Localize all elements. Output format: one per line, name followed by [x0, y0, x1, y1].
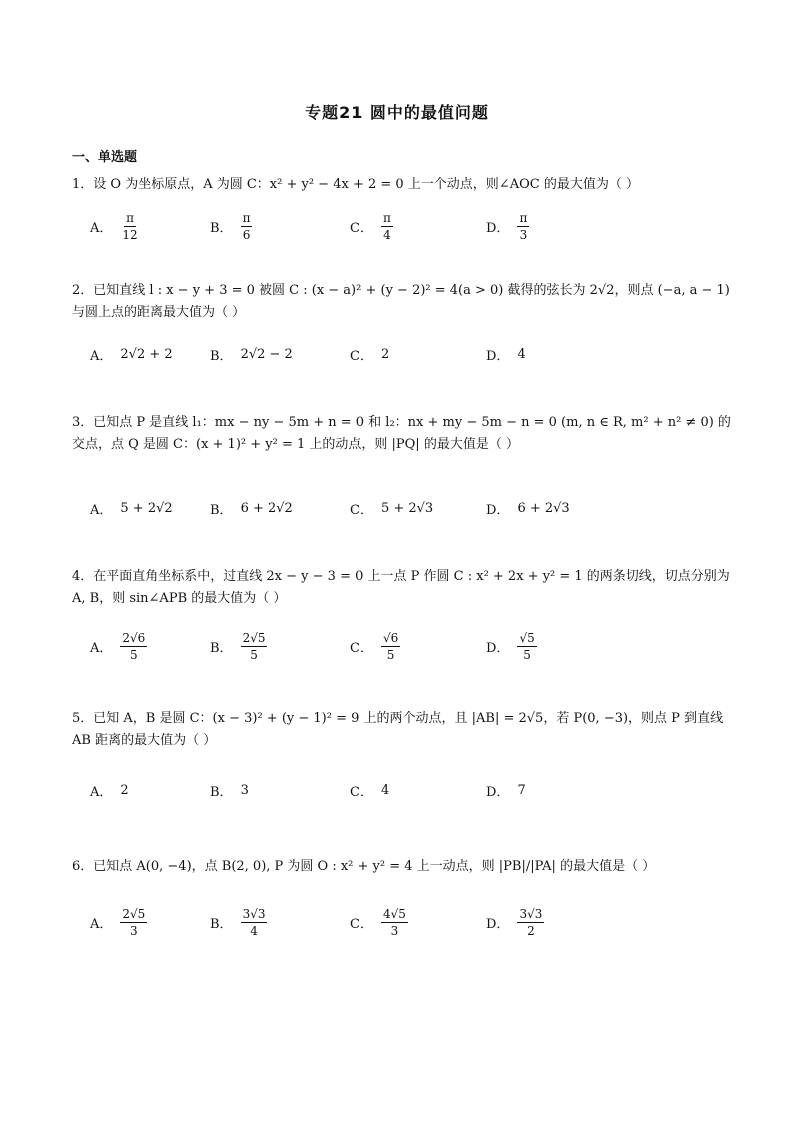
option-label: C． [350, 220, 373, 236]
option-b[interactable] [210, 902, 267, 942]
numerator: π [519, 210, 528, 225]
fraction [241, 630, 268, 663]
option-text: 2 [380, 346, 390, 362]
numerator: √5 [519, 630, 535, 645]
option-label: D． [486, 502, 510, 518]
option-d[interactable] [486, 334, 526, 374]
option-d[interactable] [486, 626, 537, 666]
option-label: B． [210, 916, 233, 932]
denominator: 4 [250, 923, 258, 938]
question-3-stem: 3．已知点 P 是直线 l₁：mx − ny − 5m + n = 0 和 l₂：nx + my − 5m − n = 0 (m, n ∈ R, m² + n² ≠ 0) 的交点，点 Q 是圆 C：(x + 1)² + y² = 1 上的动点，则 |PQ| 的最大值是（ ） [72, 415, 731, 452]
option-d[interactable] [486, 206, 529, 246]
option-c[interactable] [350, 334, 389, 374]
numerator: 3√3 [519, 906, 543, 921]
option-label: A． [90, 502, 113, 518]
numerator: √6 [382, 630, 399, 645]
option-label: A． [90, 916, 113, 932]
numerator: 2√6 [122, 630, 146, 645]
numerator: 4√5 [382, 906, 406, 921]
option-d[interactable] [486, 488, 570, 528]
option-c[interactable] [350, 902, 408, 942]
option-d[interactable] [486, 902, 544, 942]
question-2-options [90, 334, 690, 374]
numerator: 2√5 [242, 630, 266, 645]
denominator: 5 [130, 647, 138, 662]
option-label: D． [486, 916, 510, 932]
denominator: 12 [122, 227, 138, 242]
option-label: D． [486, 784, 510, 800]
option-label: D． [486, 220, 510, 236]
option-label: C． [350, 502, 373, 518]
option-label: B． [210, 640, 233, 656]
option-label: D． [486, 348, 510, 364]
fraction [120, 906, 147, 939]
option-a[interactable] [90, 902, 147, 942]
fraction [241, 210, 253, 243]
numerator: π [126, 210, 134, 225]
option-label: A． [90, 348, 113, 364]
fraction [120, 630, 147, 663]
option-a[interactable] [90, 770, 129, 810]
option-text: 5 + 2√2 [120, 500, 173, 516]
option-label: C． [350, 348, 373, 364]
denominator: 4 [383, 227, 391, 242]
fraction [517, 630, 536, 663]
option-label: A． [90, 220, 113, 236]
option-label: C． [350, 784, 373, 800]
option-label: B． [210, 502, 233, 518]
denominator: 3 [519, 227, 528, 242]
option-b[interactable] [210, 770, 249, 810]
question-6-options [90, 902, 690, 942]
option-c[interactable] [350, 206, 393, 246]
option-text: 4 [517, 346, 526, 362]
denominator: 5 [523, 647, 531, 662]
question-1-stem: 1．设 O 为坐标原点，A 为圆 C：x² + y² − 4x + 2 = 0 上一个动点，则∠AOC 的最大值为（ ） [72, 177, 639, 192]
option-text: 4 [380, 782, 390, 798]
option-a[interactable] [90, 488, 173, 528]
numerator: 2√5 [122, 906, 146, 921]
fraction [381, 630, 400, 663]
fraction [517, 210, 529, 243]
option-d[interactable] [486, 770, 526, 810]
question-5-options [90, 770, 690, 810]
page-title: 专题21 圆中的最值问题 [305, 103, 489, 122]
option-c[interactable] [350, 626, 400, 666]
fraction [381, 906, 408, 939]
question-4-stem: 4．在平面直角坐标系中，过直线 2x − y − 3 = 0 上一点 P 作圆 C : x² + 2x + y² = 1 的两条切线，切点分别为 A, B，则 sin∠APB 的最大值为（ ） [72, 569, 730, 606]
option-text: 6 + 2√2 [240, 500, 293, 516]
option-c[interactable] [350, 770, 389, 810]
numerator: π [242, 210, 251, 225]
option-text: 2 [120, 782, 129, 798]
option-b[interactable] [210, 626, 267, 666]
option-label: B． [210, 784, 233, 800]
denominator: 3 [130, 923, 138, 938]
fraction [381, 210, 393, 243]
question-1-options [90, 206, 690, 246]
section-heading: 一、单选题 [72, 150, 138, 165]
option-a[interactable] [90, 626, 147, 666]
question-2-stem: 2．已知直线 l : x − y + 3 = 0 被圆 C : (x − a)² + (y − 2)² = 4(a > 0) 截得的弦长为 2√2，则点 (−a, a − 1) 与圆上点的距离最大值为（ ） [72, 283, 730, 320]
option-text: 7 [517, 782, 526, 798]
option-label: C． [350, 640, 373, 656]
question-3-options [90, 488, 690, 528]
option-b[interactable] [210, 334, 293, 374]
option-label: D． [486, 640, 510, 656]
question-4-options [90, 626, 690, 666]
option-label: C． [350, 916, 373, 932]
fraction [241, 906, 268, 939]
option-label: A． [90, 640, 113, 656]
denominator: 5 [250, 647, 258, 662]
denominator: 3 [390, 923, 399, 938]
option-text: 2√2 − 2 [240, 346, 293, 362]
denominator: 2 [527, 923, 535, 938]
option-label: B． [210, 348, 233, 364]
option-text: 3 [240, 782, 249, 798]
question-5-stem: 5．已知 A，B 是圆 C：(x − 3)² + (y − 1)² = 9 上的两个动点，且 |AB| = 2√5，若 P(0, −3)，则点 P 到直线 AB 距离的最大值为（ ） [72, 711, 724, 748]
option-c[interactable] [350, 488, 433, 528]
option-text: 6 + 2√3 [517, 500, 570, 516]
option-label: A． [90, 784, 113, 800]
option-b[interactable] [210, 488, 293, 528]
denominator: 6 [242, 227, 251, 242]
option-a[interactable] [90, 334, 173, 374]
option-b[interactable] [210, 206, 252, 246]
question-6-stem: 6．已知点 A(0, −4)，点 B(2, 0), P 为圆 O : x² + y² = 4 上一动点，则 |PB|/|PA| 的最大值是（ ） [72, 859, 656, 874]
fraction [120, 210, 139, 243]
option-label: B． [210, 220, 233, 236]
numerator: 3√3 [242, 906, 266, 921]
option-text: 5 + 2√3 [380, 500, 434, 516]
option-a[interactable] [90, 206, 140, 246]
option-text: 2√2 + 2 [120, 346, 173, 362]
fraction [517, 906, 544, 939]
denominator: 5 [386, 647, 395, 662]
numerator: π [382, 210, 391, 225]
